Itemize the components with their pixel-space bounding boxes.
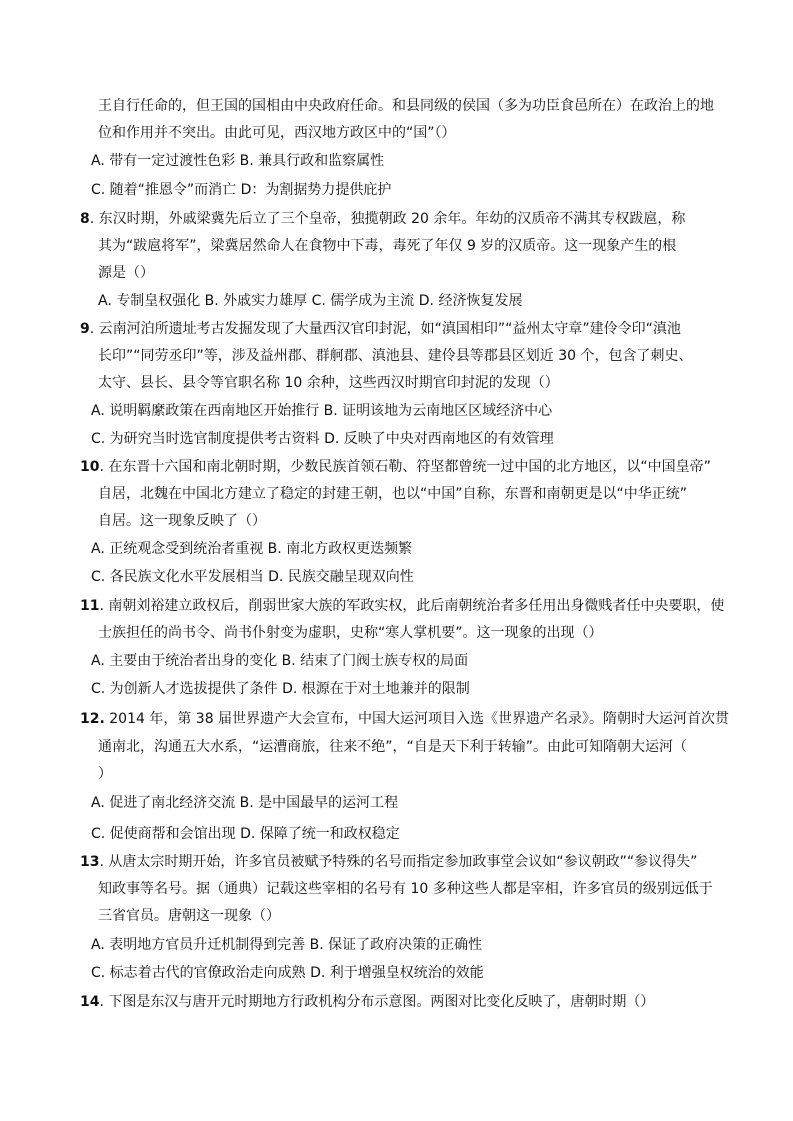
question-number: 13 xyxy=(80,854,100,870)
q11-options-ab: A. 主要由于统治者出身的变化 B. 结束了门阀士族专权的局面 xyxy=(91,653,469,669)
q9-stem-line: 太守、县长、县令等官职名称 10 余种，这些西汉时期官印封泥的发现（） xyxy=(98,375,559,391)
q13-options-ab: A. 表明地方官员升迁机制得到完善 B. 保证了政府决策的正确性 xyxy=(91,937,483,953)
q8-options: A. 专制皇权强化 B. 外戚实力雄厚 C. 儒学成为主流 D. 经济恢复发展 xyxy=(98,293,523,309)
q12-options-ab: A. 促进了南北经济交流 B. 是中国最早的运河工程 xyxy=(91,795,399,811)
q12-first-line xyxy=(80,710,729,728)
q9-options-ab: A. 说明羁縻政策在西南地区开始推行 B. 证明该地为云南地区区域经济中心 xyxy=(91,403,553,419)
q14-first-line xyxy=(80,993,654,1011)
q14-stem-line: . 下图是东汉与唐开元时期地方行政机构分布示意图。两图对比变化反映了，唐朝时期（） xyxy=(99,994,655,1010)
question-number: 14 xyxy=(80,994,100,1010)
q13-first-line xyxy=(80,853,697,871)
q11-stem-line: 士族担任的尚书令、尚书仆射变为虚职，史称“寒人掌机要”。这一现象的出现（） xyxy=(98,625,603,641)
q9-stem-line: . 云南河泊所遗址考古发掘发现了大量西汉官印封泥，如“滇国相印”“益州太守章”建伶令印“滇池 xyxy=(89,321,681,337)
question-number: 11 xyxy=(80,598,100,614)
question-number: 10 xyxy=(80,459,100,475)
q9-options-cd: C. 为研究当时选官制度提供考古资料 D. 反映了中央对西南地区的有效管理 xyxy=(91,431,554,447)
q13-stem-line: 三省官员。唐朝这一现象（） xyxy=(98,908,280,924)
q12-stem-line: 通南北，沟通五大水系，“运漕商旅，往来不绝”，“自是天下利于转输”。由此可知隋朝大运河（ xyxy=(98,739,688,755)
q13-stem-line: 知政事等名号。据（通典）记载这些宰相的名号有 10 多种这些人都是宰相，许多官员的级别远低于 xyxy=(98,881,713,897)
q7-stem-line: 位和作用并不突出。由此可见，西汉地方政区中的“国”（） xyxy=(98,125,456,141)
q9-first-line xyxy=(80,320,681,338)
q7-options-ab: A. 带有一定过渡性色彩 B. 兼具行政和监察属性 xyxy=(91,153,385,169)
q9-stem-line: 长印”“同劳丞印”等，涉及益州郡、群舸郡、滇池县、建伶县等郡县区划近 30 个，包含了刺史、 xyxy=(98,348,693,364)
q12-stem-line: ） xyxy=(98,766,112,782)
q13-stem-line: . 从唐太宗时期开始，许多官员被赋予特殊的名号而指定参加政事堂会议如“参议朝政”“参议得失” xyxy=(99,854,698,870)
question-number: 9 xyxy=(80,321,90,337)
q10-stem-line: 自居，北魏在中国北方建立了稳定的封建王朝，也以“中国”自称，东晋和南朝更是以“中华正统” xyxy=(98,486,688,502)
q10-options-ab: A. 正统观念受到统治者重视 B. 南北方政权更迭频繁 xyxy=(91,541,413,557)
q8-stem-line: 源是（） xyxy=(98,265,154,281)
q12-options-cd: C. 促使商帮和会馆出现 D. 保障了统一和政权稳定 xyxy=(91,826,400,842)
question-number: 12. xyxy=(80,711,105,727)
q13-options-cd: C. 标志着古代的官僚政治走向成熟 D. 利于增强皇权统治的效能 xyxy=(91,965,484,981)
q11-options-cd: C. 为创新人才选拔提供了条件 D. 根源在于对土地兼并的限制 xyxy=(91,681,470,697)
q10-options-cd: C. 各民族文化水平发展相当 D. 民族交融呈现双向性 xyxy=(91,569,414,585)
q8-stem-line: 其为“跋扈将军”，梁冀居然命人在食物中下毒，毒死了年仅 9 岁的汉质帝。这一现象产生的根 xyxy=(98,238,677,254)
q8-first-line xyxy=(80,210,685,228)
q10-first-line xyxy=(80,458,711,476)
q10-stem-line: . 在东晋十六国和南北朝时期，少数民族首领石勒、符坚都曾统一过中国的北方地区，以“中国皇帝” xyxy=(99,459,711,475)
q12-stem-line: 2014 年，第 38 届世界遗产大会宣布，中国大运河项目入选《世界遗产名录》。隋朝时大运河首次贯 xyxy=(104,711,730,727)
q8-stem-line: . 东汉时期，外戚梁冀先后立了三个皇帝，独揽朝政 20 余年。年幼的汉质帝不满其专权跋扈，称 xyxy=(89,211,686,227)
question-number: 8 xyxy=(80,211,90,227)
q11-stem-line: . 南朝刘裕建立政权后，削弱世家大族的军政实权，此后南朝统治者多任用出身微贱者任中央要职，使 xyxy=(99,598,725,614)
q7-stem-line: 王自行任命的，但王国的国相由中央政府任命。和县同级的侯国（多为功臣食邑所在）在政治上的地 xyxy=(98,98,714,114)
q7-options-cd: C. 随着“推恩令”而消亡 D：为割据势力提供庇护 xyxy=(91,182,392,198)
q11-first-line xyxy=(80,597,724,615)
q10-stem-line: 自居。这一现象反映了（） xyxy=(98,513,266,529)
